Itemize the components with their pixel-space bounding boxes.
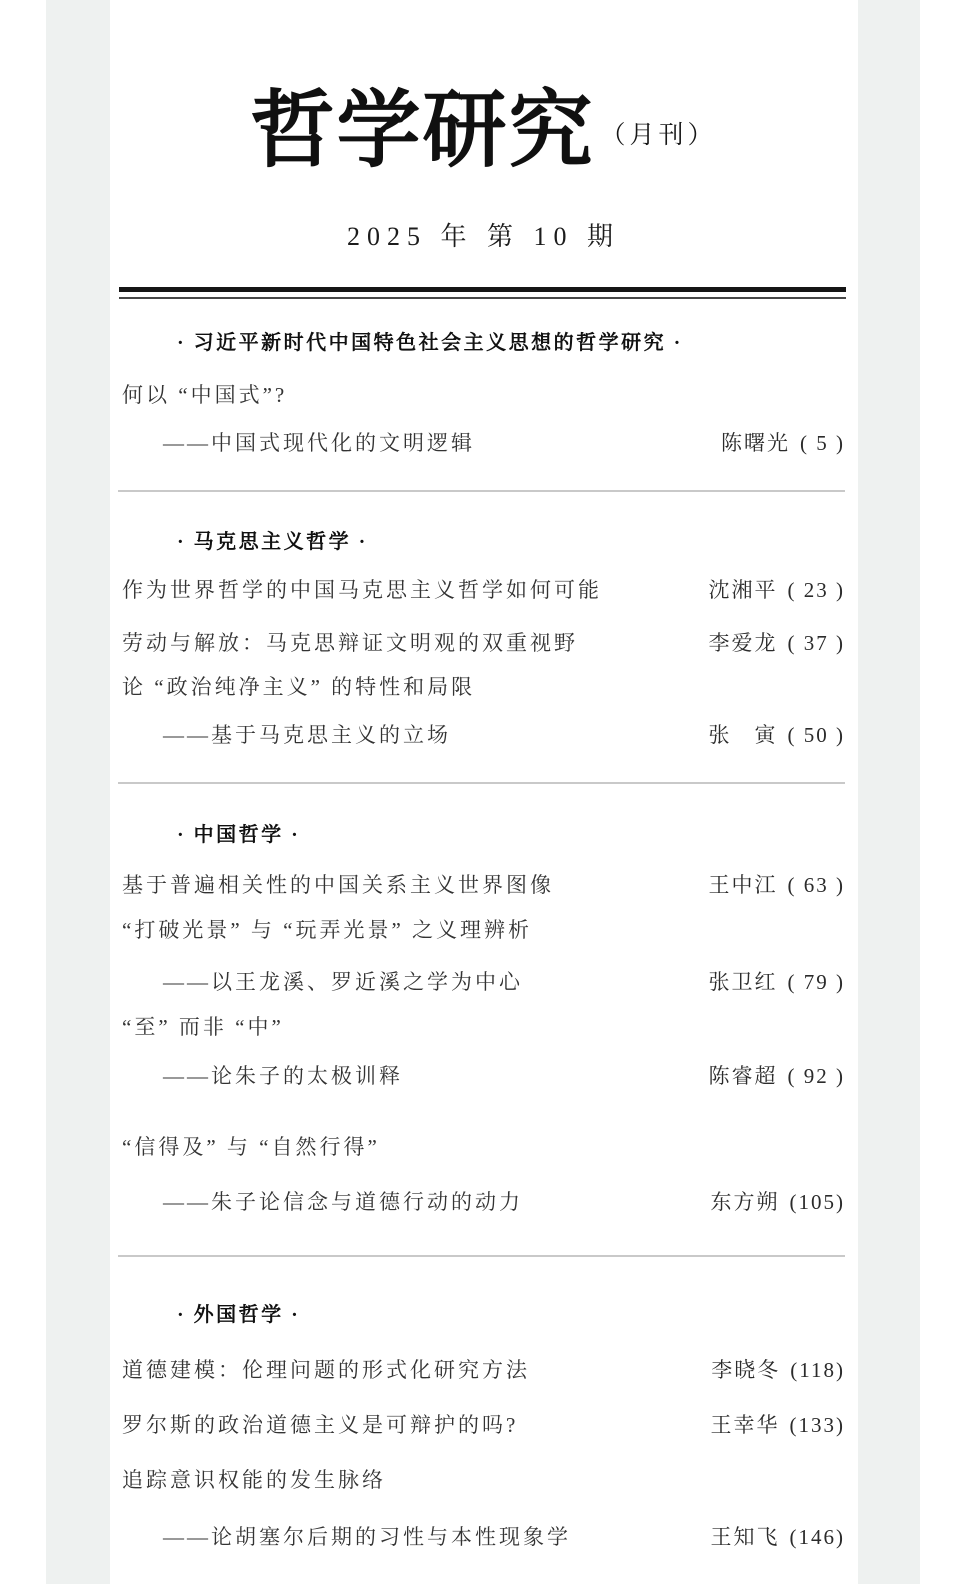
toc-entry	[122, 1464, 845, 1496]
article-subtitle: ——论朱子的太极训释	[163, 1064, 403, 1088]
page-number: ( 5 )	[800, 431, 845, 455]
article-subtitle: ——朱子论信念与道德行动的动力	[163, 1190, 523, 1214]
author-name: 张卫红	[708, 970, 778, 994]
article-title: 何以 “中国式”?	[122, 383, 288, 407]
section-heading: · 中国哲学 ·	[177, 824, 301, 846]
toc-entry	[122, 719, 845, 751]
toc-entry	[122, 574, 845, 606]
article-subtitle: ——中国式现代化的文明逻辑	[163, 431, 475, 455]
author-name: 王知飞	[710, 1525, 780, 1549]
toc-entry	[122, 869, 845, 901]
article-title: 基于普遍相关性的中国关系主义世界图像	[122, 873, 554, 897]
section-divider	[118, 1255, 845, 1257]
byline	[709, 574, 846, 606]
page-number: ( 79 )	[787, 970, 845, 994]
article-title: 追踪意识权能的发生脉络	[122, 1468, 386, 1492]
toc-entry	[122, 1521, 845, 1553]
author-name: 东方朔	[710, 1190, 780, 1214]
toc-entry	[122, 379, 845, 411]
toc-content	[122, 0, 845, 1584]
author-name: 王幸华	[710, 1413, 780, 1437]
section-heading: · 马克思主义哲学 ·	[177, 531, 368, 553]
toc-entry	[122, 1186, 845, 1218]
page-number: (146)	[789, 1525, 845, 1549]
toc-entry	[122, 427, 845, 459]
toc-entry	[122, 1131, 845, 1163]
section-divider	[118, 782, 845, 784]
author-name: 陈曙光	[721, 431, 790, 455]
section-heading: · 习近平新时代中国特色社会主义思想的哲学研究 ·	[177, 332, 683, 354]
article-title: 罗尔斯的政治道德主义是可辩护的吗?	[122, 1413, 519, 1437]
masthead-double-rule	[119, 287, 846, 299]
article-subtitle: ——以王龙溪、罗近溪之学为中心	[163, 970, 523, 994]
page-edge-shadow-right	[858, 0, 920, 1584]
page-number: (118)	[790, 1358, 845, 1382]
section-divider	[118, 490, 845, 492]
author-name: 李晓冬	[711, 1358, 781, 1382]
article-title: 作为世界哲学的中国马克思主义哲学如何可能	[122, 578, 602, 602]
toc-entry	[122, 627, 845, 659]
article-title: “打破光景” 与 “玩弄光景” 之义理辨析	[122, 918, 533, 942]
toc-entry	[122, 966, 845, 998]
article-subtitle: ——论胡塞尔后期的习性与本性现象学	[163, 1525, 571, 1549]
page-number: ( 50 )	[787, 723, 845, 747]
article-title: 道德建模：伦理问题的形式化研究方法	[122, 1358, 530, 1382]
byline	[711, 1409, 846, 1441]
author-name: 李爱龙	[708, 631, 778, 655]
toc-entry	[122, 914, 845, 946]
article-subtitle: ——基于马克思主义的立场	[163, 723, 451, 747]
section-heading: · 外国哲学 ·	[177, 1304, 301, 1326]
byline	[721, 427, 845, 459]
page-number: ( 23 )	[787, 578, 845, 602]
masthead	[122, 86, 845, 178]
article-title: 论 “政治纯净主义” 的特性和局限	[122, 675, 476, 699]
toc-entry	[122, 1354, 845, 1386]
byline	[709, 719, 846, 751]
byline	[711, 1354, 845, 1386]
byline	[711, 1521, 846, 1553]
author-name: 王中江	[708, 873, 778, 897]
toc-entry	[122, 1011, 845, 1043]
journal-subtitle-monthly: （月刊）	[600, 122, 717, 149]
page-number: ( 63 )	[787, 873, 845, 897]
byline	[711, 1186, 846, 1218]
toc-entry	[122, 1409, 845, 1441]
page-number: ( 37 )	[787, 631, 845, 655]
toc-entry	[122, 671, 845, 703]
article-title: “信得及” 与 “自然行得”	[122, 1135, 380, 1159]
byline	[709, 1060, 846, 1092]
page-edge-shadow-left	[46, 0, 110, 1584]
byline	[709, 869, 846, 901]
page-number: ( 92 )	[787, 1064, 845, 1088]
toc-entry	[122, 1060, 845, 1092]
author-name: 张 寅	[708, 723, 778, 747]
byline	[709, 966, 846, 998]
page-number: (105)	[789, 1190, 845, 1214]
author-name: 沈湘平	[708, 578, 778, 602]
article-title: “至” 而非 “中”	[122, 1015, 284, 1039]
journal-title: 哲学研究	[250, 85, 595, 178]
issue-line: 2025 年 第 10 期	[346, 222, 620, 251]
page-number: (133)	[789, 1413, 845, 1437]
article-title: 劳动与解放：马克思辩证文明观的双重视野	[122, 631, 578, 655]
byline	[709, 627, 846, 659]
author-name: 陈睿超	[708, 1064, 778, 1088]
